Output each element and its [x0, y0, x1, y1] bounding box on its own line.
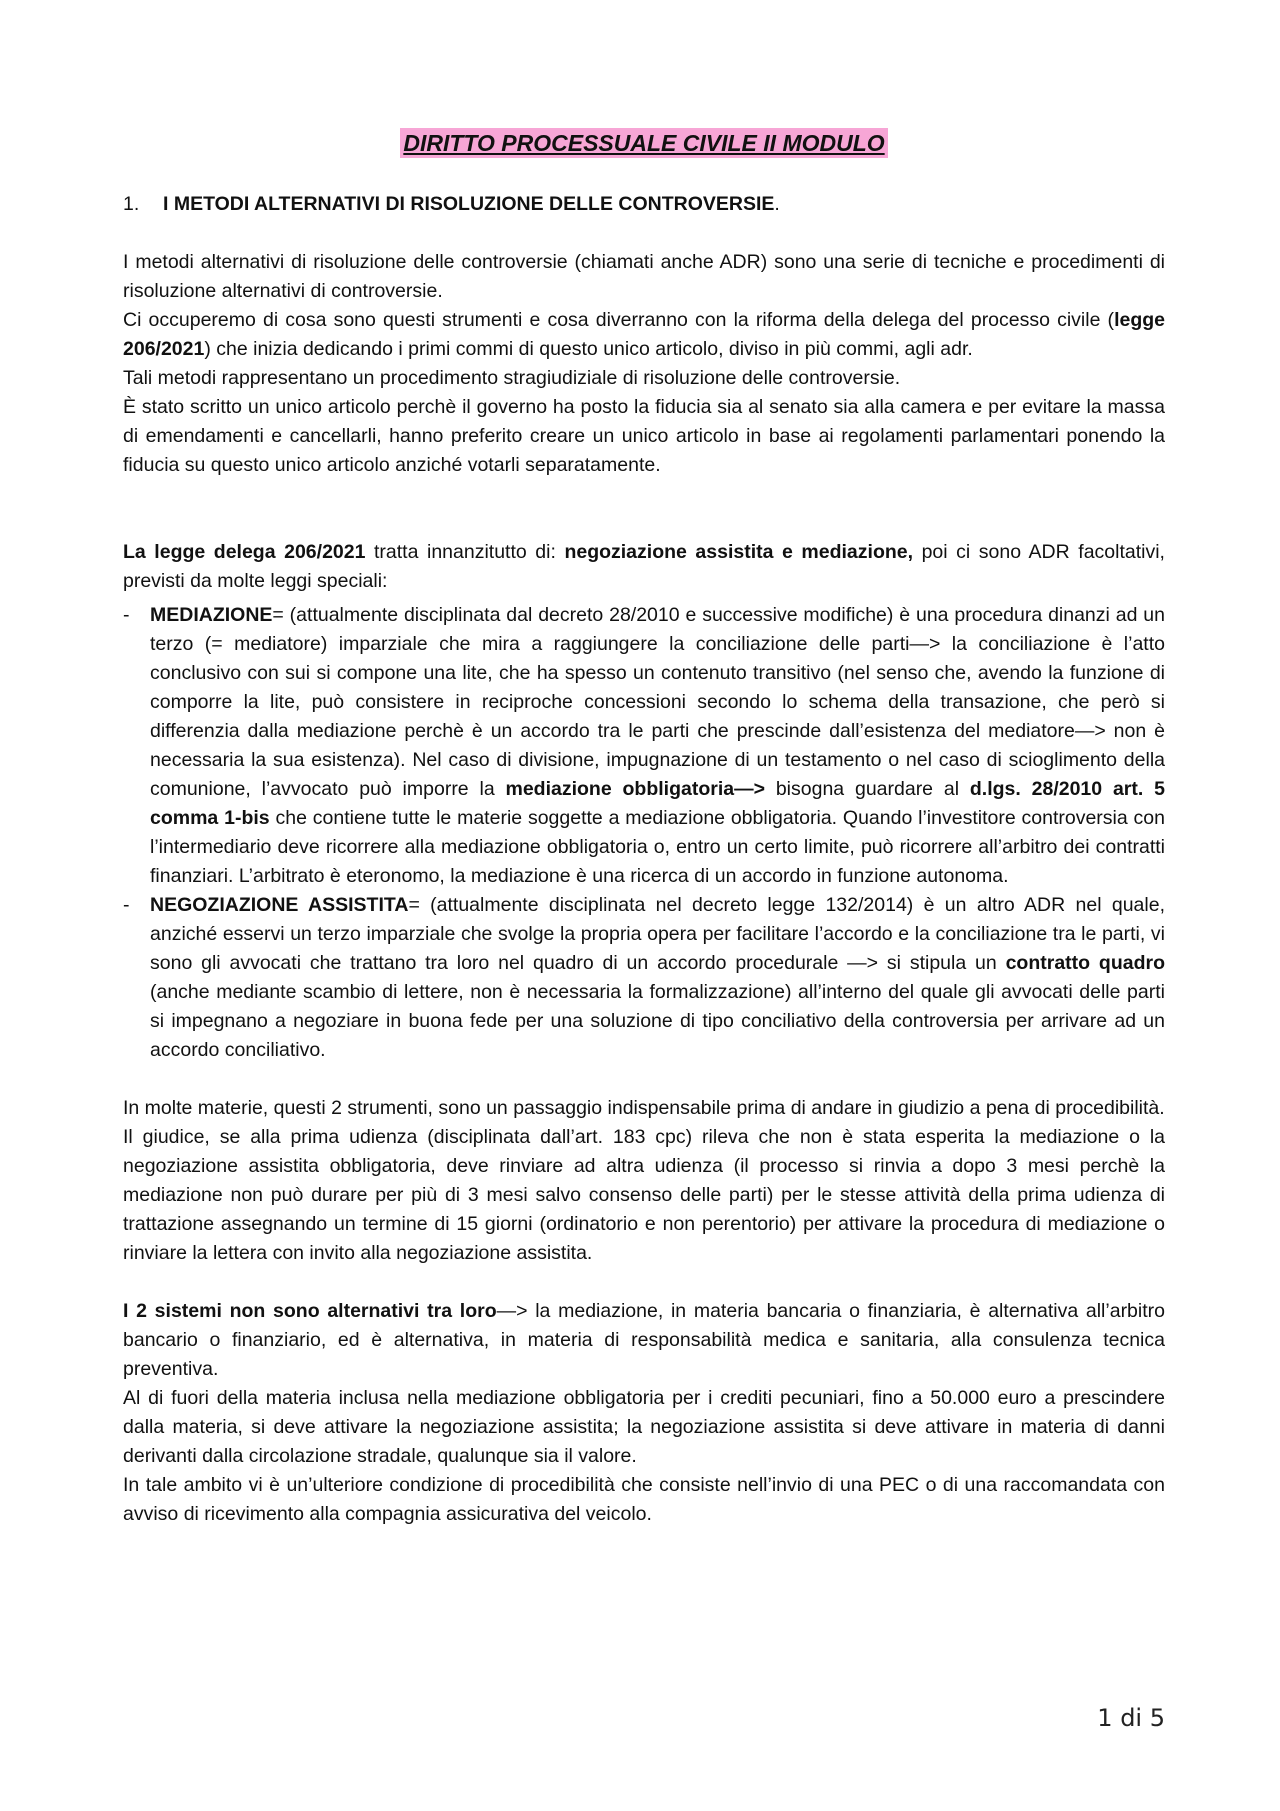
dash-bullet: -: [123, 604, 130, 626]
section4-paragraph-2: Al di fuori della materia inclusa nella mediazione obbligatoria per i crediti pecuniari, fino a 50.000 euro a prescindere dalla materia, si deve attivare la negoziazione assistita; la negoziazione assistita si deve attivare in materia di danni derivanti dalla circolazione stradale, qualunque sia il valore.: [123, 1387, 1165, 1467]
intro-p2-bold: legge 206/2021: [123, 309, 1165, 360]
adr-list: [123, 601, 1165, 1065]
section2-lead-bold2: negoziazione assistita e mediazione,: [564, 541, 914, 563]
mediazione-label: MEDIAZIONE: [150, 604, 273, 626]
heading-number: 1.: [123, 193, 140, 215]
mediazione-bold-1: mediazione obbligatoria—>: [505, 778, 765, 800]
section3-paragraph-2: Il giudice, se alla prima udienza (disciplinata dall’art. 183 cpc) rileva che non è stata esperita la mediazione o la negoziazione assistita obbligatoria, deve rinviare ad altra udienza (il processo si rinvia a dopo 3 mesi perchè la mediazione non può durare per più di 3 mesi salvo consenso delle parti) per le stesse attività della prima udienza di trattazione assegnando un termine di 15 giorni (ordinatorio e non perentorio) per attivare la procedura di mediazione o rinviare la lettera con invito alla negoziazione assistita.: [123, 1126, 1165, 1264]
dash-bullet: -: [123, 894, 130, 916]
intro-p2-text-b: ) che inizia dedicando i primi commi di questo unico articolo, diviso in più commi, agli adr.: [204, 338, 973, 360]
list-item-mediazione: [123, 601, 1165, 891]
title-container: [123, 128, 1165, 160]
intro-paragraph-1: I metodi alternativi di risoluzione delle controversie (chiamati anche ADR) sono una serie di tecniche e procedimenti di risoluzione alternativi di controversie.: [123, 251, 1165, 302]
section4-paragraph-1: [123, 1297, 1165, 1384]
document-title: DIRITTO PROCESSUALE CIVILE II MODULO: [400, 128, 887, 158]
heading-text: I METODI ALTERNATIVI DI RISOLUZIONE DELLE CONTROVERSIE: [163, 193, 775, 215]
section2-lead: [123, 538, 1165, 596]
mediazione-text-c: che contiene tutte le materie soggette a mediazione obbligatoria. Quando l’investitore controversia con l’intermediario deve ricorrere alla mediazione obbligatoria o, entro un certo limite, può ricorrere all’arbitro dei contratti finanziari. L’arbitrato è eteronomo, la mediazione è una ricerca di un accordo in funzione autonoma.: [150, 807, 1165, 887]
section4-p1-text: —> la mediazione, in materia bancaria o finanziaria, è alternativa all’arbitro bancario o finanziario, ed è alternativa, in materia di responsabilità medica e sanitaria, alla consulenza tecnica preventiva.: [123, 1300, 1165, 1380]
spacer: [123, 1065, 1165, 1094]
negoziazione-bold-1: contratto quadro: [1005, 952, 1165, 974]
heading-suffix: .: [774, 193, 780, 215]
section2-lead-text-a: tratta innanzitutto di:: [365, 541, 565, 563]
intro-p2-text-a: Ci occuperemo di cosa sono questi strumenti e cosa diverranno con la riforma della delega del processo civile (: [123, 309, 1115, 331]
negoziazione-label: NEGOZIAZIONE ASSISTITA: [150, 894, 409, 916]
intro-paragraph-3: Tali metodi rappresentano un procedimento stragiudiziale di risoluzione delle controversie.: [123, 367, 901, 389]
section-heading: [123, 190, 1165, 219]
section3-paragraph-1: In molte materie, questi 2 strumenti, sono un passaggio indispensabile prima di andare in giudizio a pena di procedibilità.: [123, 1097, 1165, 1119]
spacer: [123, 1268, 1165, 1297]
section2-lead-bold: La legge delega 206/2021: [123, 541, 366, 563]
section2-lead-text-b: poi ci sono ADR facoltativi, previsti da molte leggi speciali:: [123, 541, 1165, 592]
intro-paragraph-4: È stato scritto un unico articolo perchè il governo ha posto la fiducia sia al senato sia alla camera e per evitare la massa di emendamenti e cancellarli, hanno preferito creare un unico articolo in base ai regolamenti parlamentari ponendo la fiducia su questo unico articolo anziché votarli separatamente.: [123, 396, 1165, 476]
page-number: 1 di 5: [1097, 1704, 1165, 1732]
mediazione-bold-2: d.lgs. 28/2010 art. 5 comma 1-bis: [150, 778, 1165, 829]
negoziazione-text-a: = (attualmente disciplinata nel decreto legge 132/2014) è un altro ADR nel quale, anziché esservi un terzo imparziale che svolge la propria opera per facilitare l’accordo e la conciliazione tra le parti, vi sono gli avvocati che trattano tra loro nel quadro di un accordo procedurale —> si stipula un: [150, 894, 1165, 974]
spacer: [123, 480, 1165, 538]
list-item-negoziazione: [123, 891, 1165, 1065]
document-body: [123, 128, 1165, 1529]
negoziazione-text-b: (anche mediante scambio di lettere, non è necessaria la formalizzazione) all’interno del quale gli avvocati delle parti si impegnano a negoziare in buona fede per una soluzione di tipo conciliativo della controversia per arrivare ad un accordo conciliativo.: [150, 981, 1165, 1061]
intro-paragraph-2: [123, 306, 1165, 364]
mediazione-text-b: bisogna guardare al: [765, 778, 970, 800]
mediazione-text-a: = (attualmente disciplinata dal decreto 28/2010 e successive modifiche) è una procedura dinanzi ad un terzo (= mediatore) imparziale che mira a raggiungere la conciliazione delle parti—> la conciliazione è l’atto conclusivo con sui si compone una lite, che ha spesso un contenuto transitivo (nel senso che, avendo la funzione di comporre la lite, può consistere in reciproche concessioni secondo lo schema della transazione, che però si differenzia dalla mediazione perchè è un accordo tra le parti che prescinde dall’esistenza del mediatore—> non è necessaria la sua esistenza). Nel caso di divisione, impugnazione di un testamento o nel caso di scioglimento della comunione, l’avvocato può imporre la: [150, 604, 1165, 800]
section4-p1-bold: I 2 sistemi non sono alternativi tra loro: [123, 1300, 497, 1322]
section4-paragraph-3: In tale ambito vi è un’ulteriore condizione di procedibilità che consiste nell’invio di una PEC o di una raccomandata con avviso di ricevimento alla compagnia assicurativa del veicolo.: [123, 1474, 1165, 1525]
